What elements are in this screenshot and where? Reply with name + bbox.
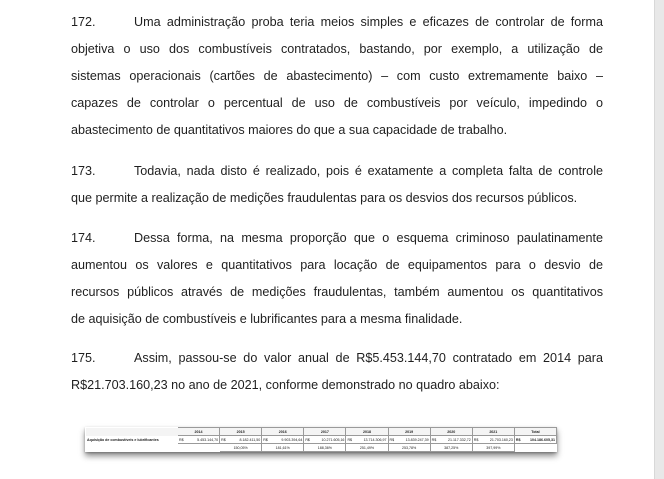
- currency-symbol: R$: [347, 437, 353, 442]
- currency-symbol: R$: [179, 437, 184, 442]
- growth-cell: 150,05%: [220, 444, 262, 452]
- year-header: 2020: [430, 428, 472, 436]
- paragraph-line: que permite a realização de medições fraudulentas para os desvios dos recursos públicos.: [71, 191, 578, 205]
- paragraph-line: sistemas operacionais (cartões de abastecimento) – com custo extremamente baixo –: [71, 69, 603, 83]
- paragraph-line: Uma administração proba teria meios simples e eficazes de controlar de forma: [134, 15, 603, 29]
- currency-symbol: R$: [263, 437, 268, 442]
- currency-symbol: R$: [515, 437, 521, 442]
- paragraph-line: aumentou os valores e quantitativos para locação de equipamentos para o desvio de: [71, 258, 603, 272]
- growth-cell: 387,25%: [430, 444, 472, 452]
- table-row: [86, 436, 557, 444]
- growth-cell: 397,99%: [472, 444, 514, 452]
- value-cell: 13.714.306,97: [351, 436, 388, 444]
- value-cell: 21.703.160,23: [477, 436, 514, 444]
- paragraph-line: capazes de controlar o percentual de uso de combustíveis por veículo, impedindo o: [71, 96, 603, 110]
- paragraph-line: Dessa forma, na mesma proporção que o esquema criminoso paulatinamente: [134, 231, 603, 245]
- growth-cell: 253,78%: [388, 444, 430, 452]
- paragraph-line: R$21.703.160,23 no ano de 2021, conforme demonstrado no quadro abaixo:: [71, 378, 500, 392]
- currency-symbol: R$: [389, 437, 395, 442]
- value-cell: 21.117.332,72: [435, 436, 472, 444]
- total-value-cell: 104.186.605,31: [519, 436, 556, 444]
- year-header: 2015: [220, 428, 262, 436]
- year-header: 2014: [178, 428, 220, 436]
- currency-symbol: R$: [221, 437, 226, 442]
- year-header: 2017: [304, 428, 346, 436]
- value-cell: 10.271.605,16: [309, 436, 346, 444]
- growth-row: [86, 444, 557, 452]
- paragraph-175: [71, 345, 603, 399]
- value-cell: 9.903.394,64: [267, 436, 304, 444]
- growth-cell: 181,61%: [262, 444, 304, 452]
- fuel-acquisition-table: [85, 427, 557, 452]
- paragraph-line: recursos públicos através de medições fraudulentas, também aumentou os quantitativos: [71, 285, 603, 299]
- paragraph-number: 175.: [71, 351, 96, 365]
- value-cell: 13.839.247,39: [393, 436, 430, 444]
- year-header: 2018: [346, 428, 388, 436]
- paragraph-172: [71, 9, 603, 144]
- table-header-row: [86, 428, 557, 436]
- currency-symbol: R$: [305, 437, 310, 442]
- year-header: 2021: [472, 428, 514, 436]
- row-label: Aquisição de combustíveis e lubrificantes: [87, 437, 159, 442]
- paragraph-line: Assim, passou-se do valor anual de R$5.453.144,70 contratado em 2014 para: [134, 351, 603, 365]
- paragraph-174: [71, 225, 603, 333]
- vertical-scrollbar[interactable]: [654, 0, 664, 479]
- paragraph-number: 172.: [71, 15, 96, 29]
- value-cell: 5.453.144,70: [183, 436, 220, 444]
- paragraph-line: de aquisição de combustíveis e lubrificantes para a mesma finalidade.: [71, 312, 463, 326]
- currency-symbol: R$: [431, 437, 437, 442]
- year-header: 2019: [388, 428, 430, 436]
- paragraph-line: objetiva o uso dos combustíveis contratados, bastando, por exemplo, a utilização de: [71, 42, 603, 56]
- growth-cell: [178, 444, 220, 452]
- value-cell: 8.182.411,50: [225, 436, 262, 444]
- paragraph-number: 173.: [71, 164, 96, 178]
- growth-cell: 251,49%: [346, 444, 388, 452]
- growth-cell: 188,36%: [304, 444, 346, 452]
- total-header: Total: [514, 428, 556, 436]
- year-header: 2016: [262, 428, 304, 436]
- paragraph-line: Todavia, nada disto é realizado, pois é exatamente a completa falta de controle: [134, 164, 603, 178]
- paragraph-number: 174.: [71, 231, 96, 245]
- currency-symbol: R$: [473, 437, 479, 442]
- paragraph-173: [71, 158, 603, 212]
- paragraph-line: abastecimento de quantitativos maiores do que a sua capacidade de trabalho.: [71, 123, 508, 137]
